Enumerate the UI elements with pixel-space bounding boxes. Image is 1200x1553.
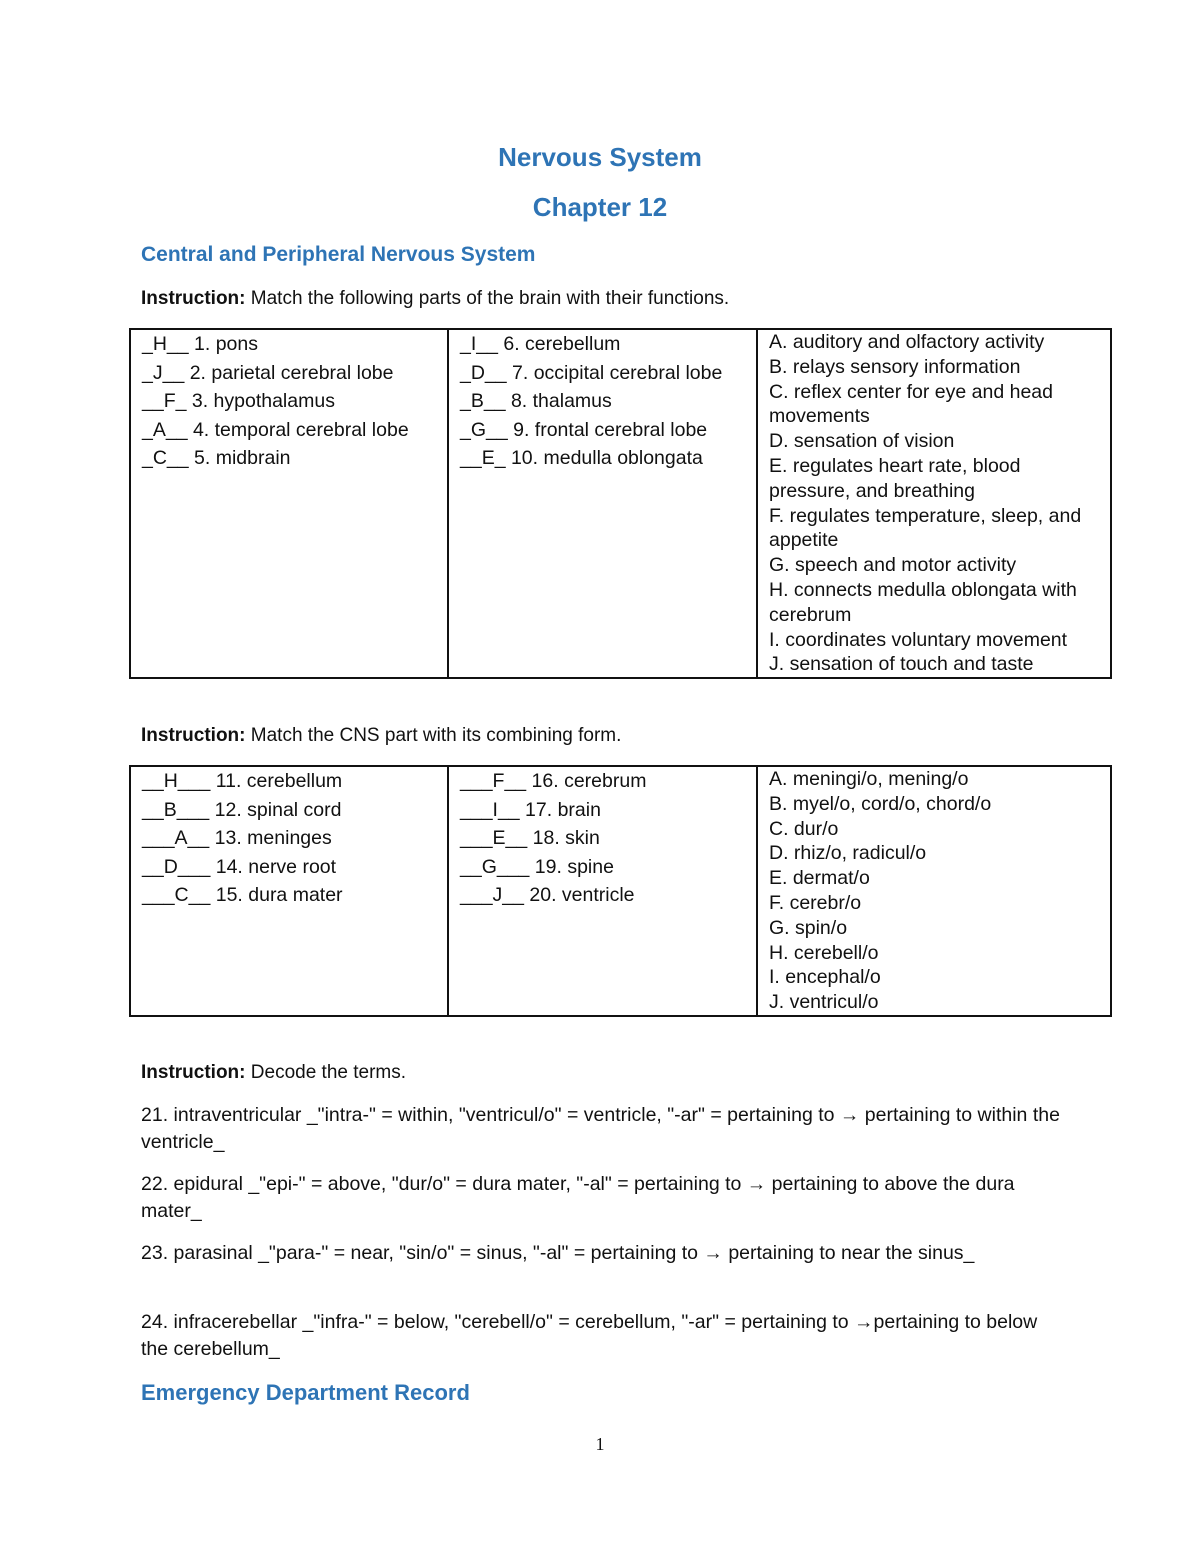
answer-option: E. regulates heart rate, blood pressure, and breathing (769, 454, 1026, 502)
instruction-1 (141, 288, 729, 310)
decode-item-21: 21. intraventricular _"intra-" = within, "ventricul/o" = ventricle, "-ar" = pertaining to → pertaining to within the ventricle_ (141, 1104, 1060, 1153)
questions-column-2 (448, 766, 757, 1016)
match-item: __H___ 11. cerebellum (142, 770, 343, 792)
answer-option: H. connects medulla oblongata with cerebrum (769, 578, 1083, 626)
page-number: 1 (595, 1434, 605, 1454)
instruction-text: Match the CNS part with its combining form. (245, 725, 622, 746)
combining-form-matching-table (129, 765, 1112, 1017)
match-item: _G__ 9. frontal cerebral lobe (460, 418, 708, 441)
answer-option: D. sensation of vision (769, 430, 955, 453)
match-item: ___E__ 18. skin (460, 827, 600, 849)
questions-column-2 (448, 329, 757, 678)
answer-option: D. rhiz/o, radicul/o (769, 842, 927, 865)
answer-option: G. speech and motor activity (769, 554, 1017, 577)
answer-option: F. cerebr/o (769, 891, 862, 914)
match-item: _I__ 6. cerebellum (460, 333, 621, 355)
answer-option: B. myel/o, cord/o, chord/o (769, 792, 992, 815)
answer-option: C. dur/o (769, 817, 839, 840)
match-item: __F_ 3. hypothalamus (142, 390, 335, 412)
answer-option: J. ventricul/o (769, 991, 879, 1014)
match-item: __D___ 14. nerve root (142, 855, 337, 878)
instruction-label: Instruction: (141, 725, 246, 746)
match-item: ___I__ 17. brain (460, 798, 601, 821)
answer-option: G. spin/o (769, 916, 848, 939)
answer-option: F. regulates temperature, sleep, and appetite (769, 504, 1087, 552)
match-item: ___J__ 20. ventricle (460, 884, 635, 906)
answer-option: I. encephal/o (769, 966, 881, 989)
match-item: __E_ 10. medulla oblongata (460, 447, 703, 469)
match-item: ___C__ 15. dura mater (142, 884, 343, 906)
answer-option: I. coordinates voluntary movement (769, 628, 1068, 651)
match-item: _A__ 4. temporal cerebral lobe (142, 418, 409, 441)
answer-option: E. dermat/o (769, 867, 870, 890)
match-item: _D__ 7. occipital cerebral lobe (460, 361, 723, 384)
decode-item-22: 22. epidural _"epi-" = above, "dur/o" = dura mater, "-al" = pertaining to → pertaining to above the dura mater_ (141, 1173, 1015, 1222)
instruction-label: Instruction: (141, 1062, 246, 1083)
page-title: Nervous System (498, 142, 702, 172)
decode-item-23: 23. parasinal _"para-" = near, "sin/o" = sinus, "-al" = pertaining to → pertaining to near the sinus_ (141, 1242, 975, 1264)
section-heading-cns-pns: Central and Peripheral Nervous System (141, 243, 536, 266)
answer-option: B. relays sensory information (769, 355, 1021, 378)
answer-option: H. cerebell/o (769, 941, 879, 964)
match-item: ___A__ 13. meninges (142, 827, 332, 849)
decode-item-24: 24. infracerebellar _"infra-" = below, "cerebell/o" = cerebellum, "-ar" = pertaining to →pertaining to below the cerebellum_ (141, 1311, 1038, 1360)
brain-parts-matching-table (129, 328, 1112, 679)
answer-option: A. auditory and olfactory activity (769, 331, 1045, 353)
questions-column-1 (130, 766, 448, 1016)
answer-option: C. reflex center for eye and head movements (769, 380, 1059, 428)
answer-option: A. meningi/o, mening/o (769, 768, 969, 790)
match-item: __G___ 19. spine (460, 855, 614, 878)
match-item: _C__ 5. midbrain (142, 447, 291, 469)
match-item: _B__ 8. thalamus (460, 390, 612, 412)
match-item: _H__ 1. pons (142, 333, 259, 355)
match-item: __B___ 12. spinal cord (142, 798, 342, 821)
instruction-text: Decode the terms. (245, 1062, 407, 1083)
instruction-label: Instruction: (141, 288, 246, 309)
section-heading-emergency-record: Emergency Department Record (141, 1380, 470, 1405)
instruction-text: Match the following parts of the brain with their functions. (245, 288, 730, 309)
answer-options-column (757, 329, 1111, 678)
questions-column-1 (130, 329, 448, 678)
instruction-3 (141, 1062, 406, 1084)
instruction-2 (141, 725, 621, 747)
answer-option: J. sensation of touch and taste (769, 653, 1034, 676)
match-item: _J__ 2. parietal cerebral lobe (142, 361, 394, 384)
answer-options-column (757, 766, 1111, 1016)
match-item: ___F__ 16. cerebrum (460, 770, 647, 792)
chapter-heading: Chapter 12 (532, 192, 668, 222)
